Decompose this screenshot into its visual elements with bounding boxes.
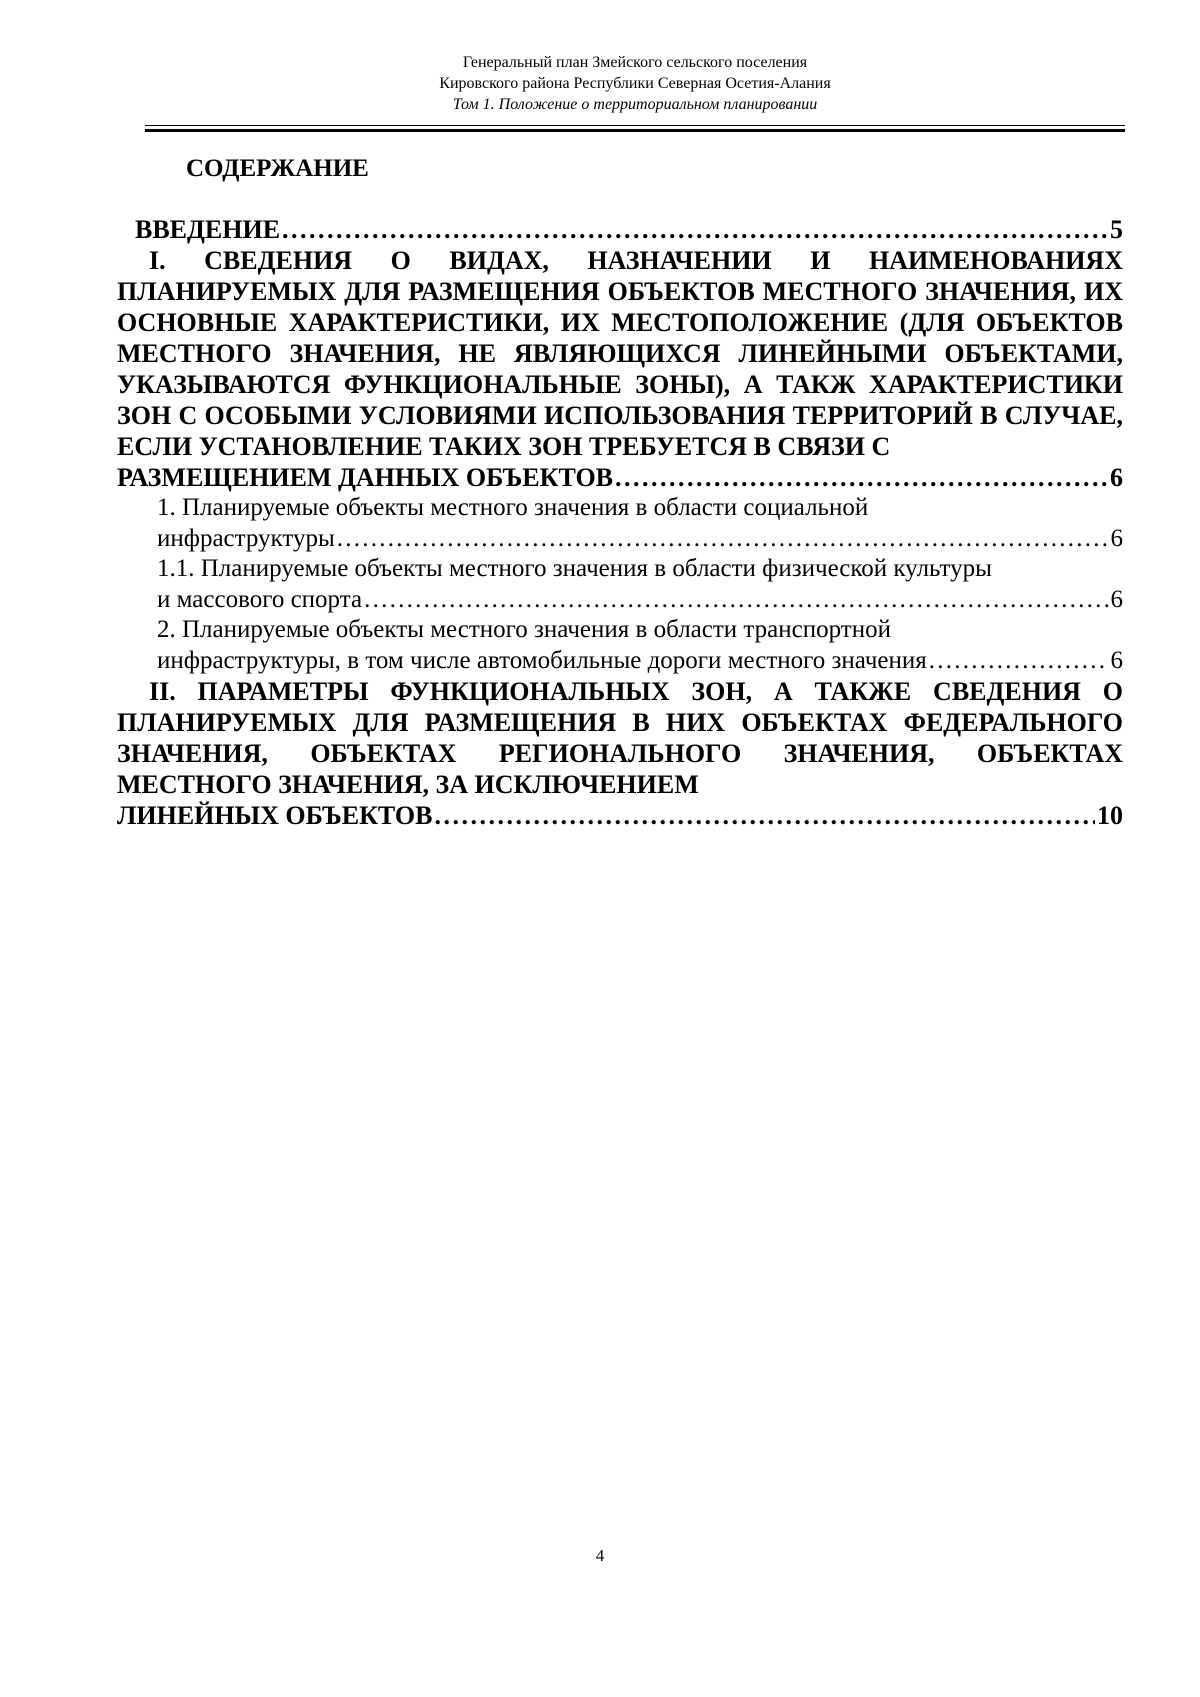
toc-entry-subsection-1-1[interactable] [117, 554, 1123, 615]
table-of-contents [117, 214, 1123, 831]
dot-leader [337, 524, 1109, 555]
toc-entry-page: 6 [1110, 646, 1123, 674]
toc-entry-section-2[interactable] [117, 676, 1123, 831]
dot-leader [364, 585, 1108, 616]
toc-entry-section-1[interactable] [117, 245, 1123, 493]
header-rule-thin [145, 125, 1125, 126]
dot-leader [282, 214, 1108, 245]
header-volume: Том 1. Положение о территориальном планировании [452, 96, 818, 113]
toc-entry-text-last: ЛИНЕЙНЫХ ОБЪЕКТОВ [117, 801, 433, 830]
toc-entry-text: 1. Планируемые объекты местного значения в области социальной [157, 494, 869, 521]
header-rule-thick [145, 129, 1125, 132]
header-line-1: Генеральный план Змейского сельского поселения [462, 54, 808, 71]
header-line-2: Кировского района Республики Северная Осетия-Алания [439, 75, 831, 92]
toc-entry-text-last: РАЗМЕЩЕНИЕМ ДАННЫХ ОБЪЕКТОВ [117, 463, 614, 492]
toc-entry-page: 6 [1110, 463, 1123, 492]
toc-entry-page: 5 [1110, 215, 1123, 244]
toc-entry-text-last: инфраструктуры [157, 524, 335, 552]
toc-entry-subsection-2[interactable] [117, 615, 1123, 676]
toc-entry-text: 1.1. Планируемые объекты местного значения в области физической культуры [157, 555, 992, 582]
dot-leader [929, 646, 1109, 677]
toc-entry-text: ВВЕДЕНИЕ [135, 215, 281, 244]
toc-entry-text-last: и массового спорта [157, 585, 363, 613]
toc-entry-subsection-1[interactable] [117, 493, 1123, 554]
toc-title: СОДЕРЖАНИЕ [186, 155, 369, 182]
toc-entry-page: 10 [1097, 801, 1123, 830]
toc-entry-text: I. СВЕДЕНИЯ О ВИДАХ, НАЗНАЧЕНИИ И НАИМЕНОВАНИЯХ ПЛАНИРУЕМЫХ ДЛЯ РАЗМЕЩЕНИЯ ОБЪЕКТОВ МЕСТНОГО ЗНАЧЕНИЯ, ИХ ОСНОВНЫЕ ХАРАКТЕРИСТИКИ, ИХ МЕСТОПОЛОЖЕНИЕ (ДЛЯ ОБЪЕКТОВ МЕСТНОГО ЗНАЧЕНИЯ, НЕ ЯВЛЯЮЩИХСЯ ЛИНЕЙНЫМИ ОБЪЕКТАМИ, УКАЗЫВАЮТСЯ ФУНКЦИОНАЛЬНЫЕ ЗОНЫ), А ТАКЖ ХАРАКТЕРИСТИКИ ЗОН С ОСОБЫМИ УСЛОВИЯМИ ИСПОЛЬЗОВАНИЯ ТЕРРИТОРИЙ В СЛУЧАЕ, ЕСЛИ УСТАНОВЛЕНИЕ ТАКИХ ЗОН ТРЕБУЕТСЯ В СВЯЗИ С [117, 246, 1123, 461]
document-header [145, 52, 1125, 115]
toc-entry-text: 2. Планируемые объекты местного значения в области транспортной [157, 616, 891, 643]
page-number: 4 [595, 1546, 605, 1565]
dot-leader [435, 800, 1096, 831]
toc-entry-page: 6 [1110, 585, 1123, 613]
toc-entry-introduction[interactable] [135, 214, 1123, 245]
toc-entry-page: 6 [1110, 524, 1123, 552]
dot-leader [615, 462, 1108, 493]
toc-entry-text: II. ПАРАМЕТРЫ ФУНКЦИОНАЛЬНЫХ ЗОН, А ТАКЖЕ СВЕДЕНИЯ О ПЛАНИРУЕМЫХ ДЛЯ РАЗМЕЩЕНИЯ В НИХ ОБЪЕКТАХ ФЕДЕРАЛЬНОГО ЗНАЧЕНИЯ, ОБЪЕКТАХ РЕГИОНАЛЬНОГО ЗНАЧЕНИЯ, ОБЪЕКТАХ МЕСТНОГО ЗНАЧЕНИЯ, ЗА ИСКЛЮЧЕНИЕМ [117, 677, 1123, 799]
toc-entry-text-last: инфраструктуры, в том числе автомобильные дороги местного значения [157, 646, 927, 674]
